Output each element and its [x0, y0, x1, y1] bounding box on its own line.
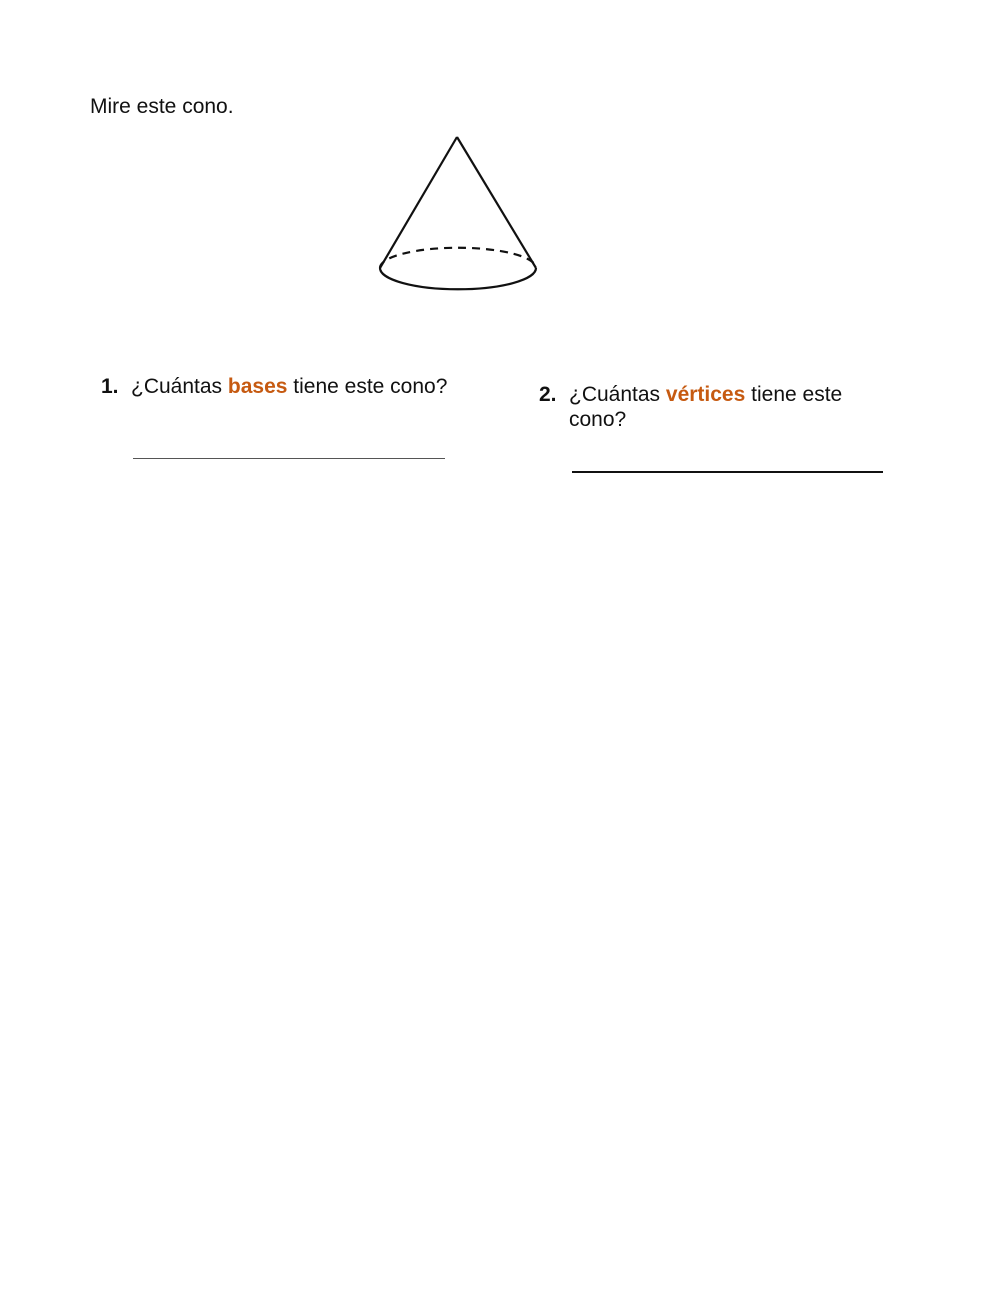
question-text-end: tiene este cono? [293, 375, 448, 398]
intro-text: Mire este cono. [90, 95, 234, 118]
answer-line-2[interactable] [572, 471, 883, 473]
question-keyword: bases [227, 375, 288, 398]
question-keyword: vértices [665, 383, 746, 406]
question-text [131, 374, 481, 399]
question-2 [539, 382, 869, 432]
cone-front-rim [380, 268, 536, 289]
question-number: 1. [101, 375, 119, 398]
question-number: 2. [539, 383, 557, 406]
cone-right-side [457, 137, 536, 268]
cone-figure [370, 128, 550, 298]
question-text-end: tiene este cono? [569, 383, 843, 431]
question-text-start: ¿Cuántas [569, 383, 661, 406]
answer-line-1[interactable] [133, 458, 445, 459]
question-text-start: ¿Cuántas [131, 375, 223, 398]
question-text [569, 382, 869, 432]
question-1 [101, 374, 481, 399]
cone-back-rim [380, 248, 536, 268]
